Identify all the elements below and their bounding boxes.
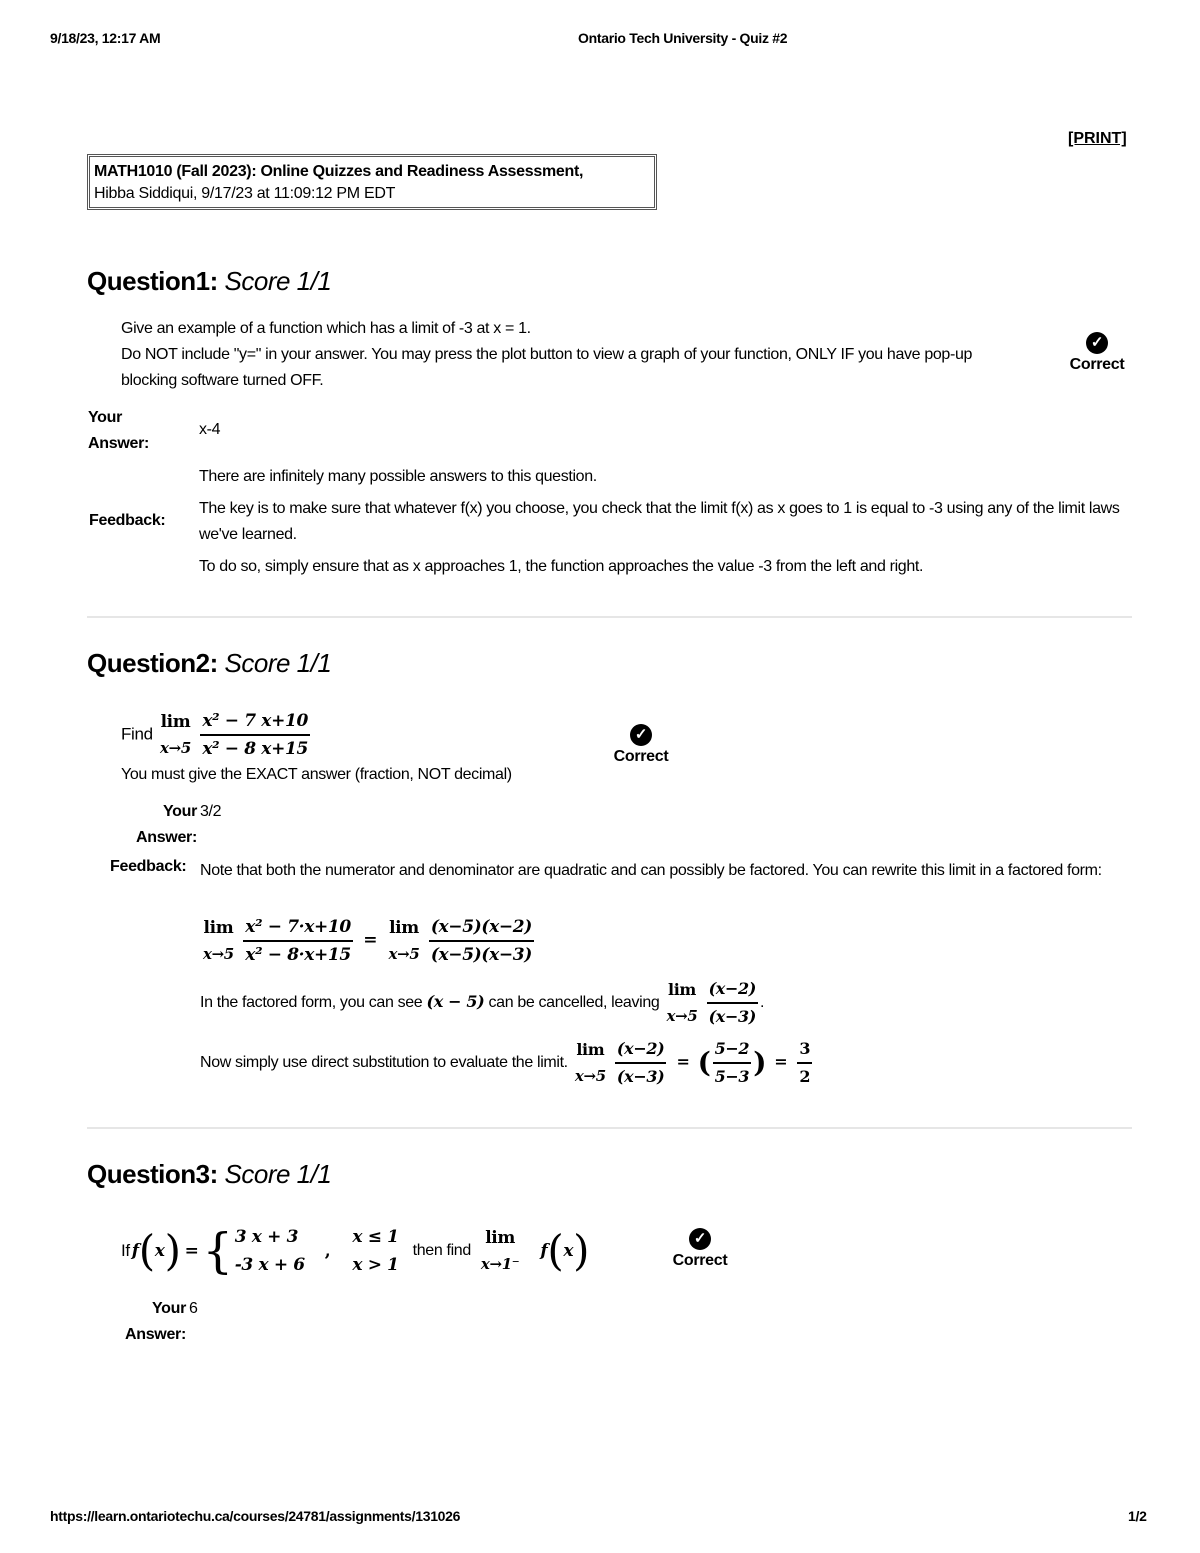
feedback-equation-1 [200, 914, 536, 968]
limit-operator [667, 977, 698, 1029]
then-find-label: then find [412, 1242, 471, 1259]
lim-text: lim [576, 1040, 605, 1059]
question-2-label: Question2: [87, 648, 218, 678]
limit-operator [203, 915, 234, 967]
your-label: Your [151, 1300, 186, 1317]
lim-text: lim [667, 980, 697, 999]
piece-1-condition: x ≤ 1 [352, 1227, 399, 1247]
open-paren: ( [697, 1046, 711, 1079]
limit-operator [575, 1037, 606, 1089]
feedback-substitution-line [200, 1036, 814, 1090]
fraction-numerator: 5−2 [713, 1036, 752, 1064]
question-1-feedback [199, 464, 1129, 580]
lim-subscript: x→5 [666, 1007, 698, 1025]
question-1-answer-value: x-4 [199, 421, 221, 438]
print-datetime: 9/18/23, 12:17 AM [50, 30, 161, 46]
fraction-denominator: 5−3 [714, 1067, 750, 1086]
fraction-denominator: (x−5)(x−3) [430, 945, 532, 965]
question-1-prompt-line2: Do NOT include "y=" in your answer. You may press the plot button to view a graph of your function, ONLY IF you have pop-up blocking software turned OFF. [121, 346, 973, 389]
lim-subscript: x→5 [388, 945, 420, 963]
answer-label: Answer: [124, 1326, 186, 1343]
function-f: f [131, 1241, 139, 1261]
student-timestamp: Hibba Siddiqui, 9/17/23 at 11:09:12 PM EDT [94, 185, 396, 202]
expanded-fraction [243, 914, 353, 968]
question-1-score: Score 1/1 [224, 266, 332, 296]
question-2-your-answer-label [127, 799, 197, 851]
limit-operator [481, 1225, 519, 1277]
cancel-term: (x − 5) [426, 992, 485, 1012]
fraction-numerator: (x−2) [707, 976, 758, 1004]
fraction-denominator: x² − 8 x+15 [202, 739, 308, 759]
piece-2-expression: -3 x + 6 [234, 1255, 305, 1275]
factored-fraction [429, 914, 534, 968]
limit-operator [389, 915, 420, 967]
result-fraction [797, 1036, 812, 1090]
limit-operator [160, 709, 191, 761]
close-paren: ) [753, 1046, 767, 1079]
answer-label: Answer: [88, 435, 150, 452]
piecewise-expressions [235, 1223, 305, 1279]
question-1-title [87, 266, 331, 297]
equals-sign: = [676, 1052, 690, 1072]
checkmark-icon: ✓ [689, 1228, 711, 1250]
feedback-cancel-text-2: can be cancelled, leaving [488, 994, 660, 1012]
checkmark-icon: ✓ [630, 724, 652, 746]
question-1-feedback-line2: The key is to make sure that whatever f(x) you choose, you check that the limit f(x) as x goes to 1 is equal to -3 using any of the limit laws we've learned. [199, 500, 1120, 543]
piece-1-expression: 3 x + 3 [234, 1227, 299, 1247]
left-brace: { [202, 1223, 233, 1279]
feedback-cancel-line: In the factored form, you can see (x − 5) can be cancelled, leaving lim x→5 $\frac{(x-2)}{(x-3)}$ . [200, 976, 764, 1030]
lim-subscript: x→5 [574, 1067, 606, 1085]
fraction-denominator: 2 [799, 1067, 811, 1086]
close-paren: ) [573, 1226, 590, 1275]
fraction-denominator: (x−3) [708, 1007, 757, 1026]
question-1-prompt [121, 316, 1021, 394]
question-3-title [87, 1159, 331, 1190]
equals-sign: = [184, 1241, 199, 1261]
question-2-title [87, 648, 331, 679]
fraction-numerator: (x−2) [615, 1036, 666, 1064]
correct-label: Correct [613, 748, 669, 765]
question-2-status [605, 724, 677, 766]
question-2-fraction [200, 708, 310, 762]
question-2-answer-value: 3/2 [200, 803, 222, 820]
question-1-status [1062, 332, 1132, 374]
question-2-score: Score 1/1 [224, 648, 332, 678]
lim-text: lim [160, 712, 191, 732]
question-2-instruction: You must give the EXACT answer (fraction, NOT decimal) [121, 766, 512, 783]
open-paren: ( [547, 1226, 564, 1275]
fraction-denominator: x² − 8·x+15 [245, 945, 351, 965]
feedback-substitution-text: Now simply use direct substitution to evaluate the limit. [200, 1054, 568, 1072]
your-label: Your [162, 803, 197, 820]
comma: , [324, 1241, 331, 1261]
lim-subscript: x→5 [160, 739, 191, 757]
lim-text: lim [203, 918, 234, 938]
footer-url: https://learn.ontariotechu.ca/courses/24781/assignments/131026 [50, 1508, 461, 1524]
reduced-fraction [707, 976, 758, 1030]
question-1-feedback-line1: There are infinitely many possible answers to this question. [199, 468, 597, 485]
course-title: MATH1010 (Fall 2023): Online Quizzes and Readiness Assessment, [94, 163, 584, 180]
divider [87, 1127, 1132, 1129]
page-number: 1/2 [1128, 1508, 1147, 1524]
question-1-prompt-line1: Give an example of a function which has a limit of -3 at x = 1. [121, 320, 531, 337]
fraction-numerator: (x−5)(x−2) [429, 914, 534, 942]
question-3-your-answer-label [116, 1296, 186, 1348]
question-1-label: Question1: [87, 266, 218, 296]
function-f: f [540, 1241, 548, 1261]
fraction-numerator: x² − 7·x+10 [243, 914, 353, 942]
piecewise-conditions [352, 1223, 398, 1279]
page-title: Ontario Tech University - Quiz #2 [578, 30, 788, 46]
correct-label: Correct [672, 1252, 728, 1269]
lim-text: lim [485, 1228, 516, 1248]
question-3-score: Score 1/1 [224, 1159, 332, 1189]
question-1-your-answer-label [88, 405, 149, 457]
question-1-feedback-line3: To do so, simply ensure that as x approaches 1, the function approaches the value -3 from the left and right. [199, 558, 924, 575]
answer-label: Answer: [135, 829, 197, 846]
piece-2-condition: x > 1 [352, 1255, 399, 1275]
fraction-numerator: 3 [797, 1036, 812, 1064]
substituted-fraction [713, 1036, 752, 1090]
lim-subscript: x→5 [203, 945, 234, 963]
print-link[interactable]: [PRINT] [1068, 130, 1127, 147]
if-label: If [121, 1241, 130, 1260]
question-2-feedback-text: Note that both the numerator and denominator are quadratic and can possibly be factored. You can rewrite this limit in a factored form: [200, 862, 1102, 879]
close-paren: ) [164, 1226, 181, 1275]
checkmark-icon: ✓ [1086, 332, 1108, 354]
equals-sign: = [363, 930, 378, 951]
lim-subscript: x→1⁻ [480, 1255, 520, 1273]
equals-sign: = [774, 1052, 788, 1072]
question-3-label: Question3: [87, 1159, 218, 1189]
question-2-feedback-label: Feedback: [110, 858, 187, 875]
find-label: Find [121, 724, 153, 744]
reduced-fraction [615, 1036, 666, 1090]
divider [87, 616, 1132, 618]
question-3-status [664, 1228, 736, 1270]
question-3-expression [121, 1218, 589, 1284]
variable-x: x [563, 1241, 574, 1261]
feedback-cancel-text: In the factored form, you can see [200, 994, 423, 1012]
correct-label: Correct [1069, 356, 1125, 373]
variable-x: x [154, 1241, 165, 1261]
fraction-denominator: (x−3) [616, 1067, 665, 1086]
your-label: Your [88, 409, 123, 426]
question-2-expression [121, 708, 312, 762]
lim-text: lim [389, 918, 419, 938]
question-1-feedback-label: Feedback: [89, 512, 166, 529]
open-paren: ( [138, 1226, 155, 1275]
fraction-numerator: x² − 7 x+10 [200, 708, 310, 736]
quiz-info-box [87, 154, 657, 210]
question-3-answer-value: 6 [189, 1300, 198, 1317]
